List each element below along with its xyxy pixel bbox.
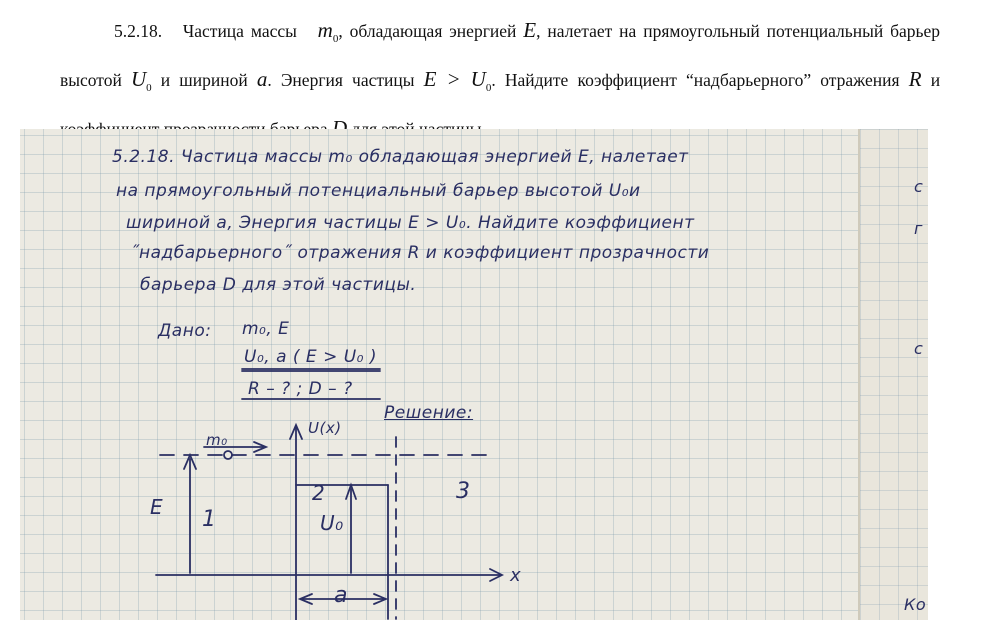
potential-barrier-diagram xyxy=(20,129,858,620)
problem-number: 5.2.18. xyxy=(114,21,163,41)
handwritten-line-4: ˝надбарьерного˝ отражения R и коэффициент прозрачности xyxy=(130,243,710,263)
notebook-page xyxy=(20,129,858,620)
given-values-1: m₀, E xyxy=(242,319,290,339)
given-values-2: U₀, a ( E > U₀ ) xyxy=(244,347,378,367)
handwritten-line-3: шириной a, Энергия частицы E > U₀. Найдите коэффициент xyxy=(126,213,695,233)
diagram-axis-x-label: x xyxy=(510,565,522,586)
problem-text-5: . Энергия частицы xyxy=(267,70,415,91)
diagram-region-1: 1 xyxy=(202,507,217,532)
height-symbol: $U_0$ xyxy=(130,67,152,95)
given-label: Дано: xyxy=(158,321,212,341)
mass-symbol: $m_0$ xyxy=(317,18,339,46)
problem-text-2: , обладающая энергией xyxy=(338,21,517,41)
margin-letter-2: г xyxy=(914,219,923,238)
find-values: R – ? ; D – ? xyxy=(248,379,353,399)
margin-letter-bottom: Ко xyxy=(904,595,927,614)
condition-symbol: $E > U_0$ xyxy=(423,67,492,95)
diagram-region-2: 2 xyxy=(312,481,326,505)
problem-text-1: Частица массы xyxy=(182,21,297,41)
diagram-barrier-label: U₀ xyxy=(320,511,344,535)
particle xyxy=(224,451,232,459)
handwritten-line-5: барьера D для этой частицы. xyxy=(140,275,417,295)
width-symbol: a xyxy=(256,67,268,92)
next-notebook-page xyxy=(858,129,928,620)
margin-letter-1: c xyxy=(914,177,924,196)
handwritten-line-1: 5.2.18. Частица массы m₀ обладающая энергией E, налетает xyxy=(112,147,689,167)
energy-symbol: E xyxy=(523,18,537,42)
diagram-axis-y-label: U(x) xyxy=(308,419,342,437)
problem-text-4: и шириной xyxy=(160,70,248,91)
diagram-region-3: 3 xyxy=(456,479,471,504)
problem-text-3: , налетает на прямоугольный потенциальный барьер высотой xyxy=(60,21,941,91)
margin-letter-3: с xyxy=(914,339,924,358)
problem-text-6: . Найдите коэффициент “надбарьерного” отражения xyxy=(491,70,900,91)
handwritten-line-2: на прямоугольный потенциальный барьер высотой U₀и xyxy=(116,181,641,201)
solution-label: Решение: xyxy=(384,403,474,423)
diagram-width-label: a xyxy=(334,583,348,608)
reflection-symbol: R xyxy=(908,67,922,92)
problem-text-7: и xyxy=(930,70,941,91)
diagram-energy-label: E xyxy=(150,495,164,519)
notebook-photo xyxy=(20,129,928,620)
diagram-mass-label: m₀ xyxy=(206,431,228,449)
